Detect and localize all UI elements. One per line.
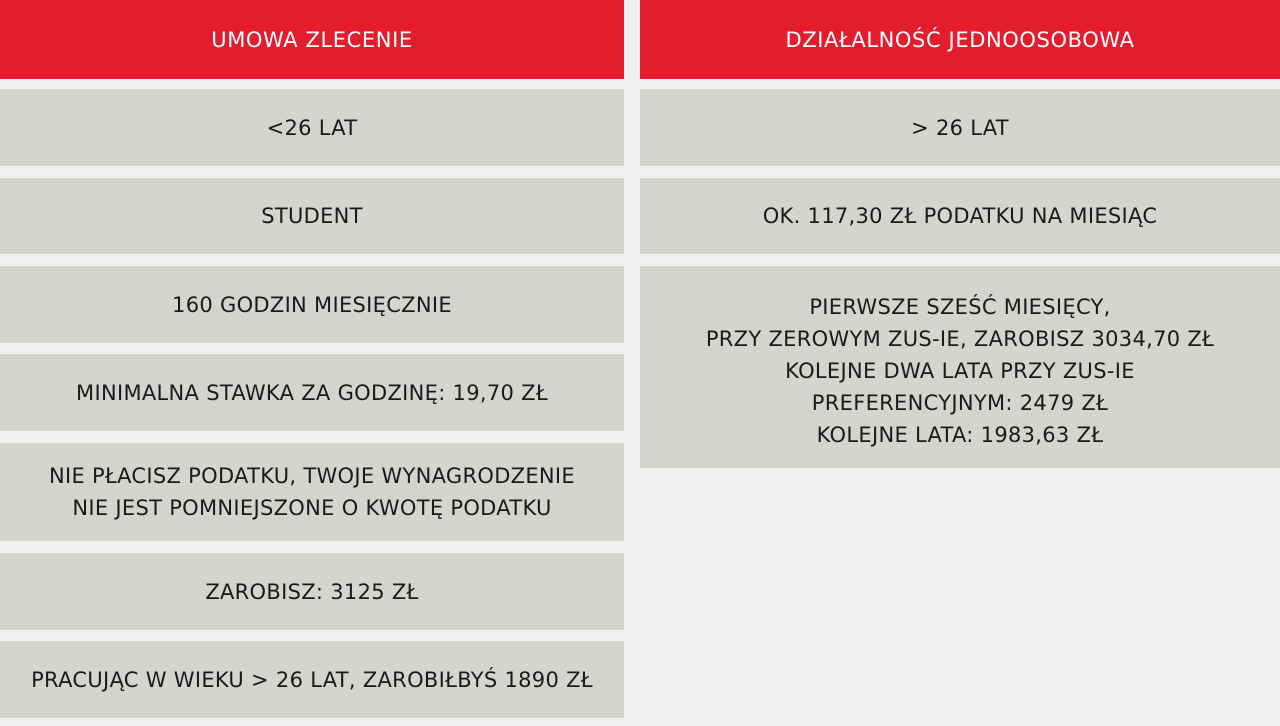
dzialalnosc-header bbox=[640, 0, 1280, 79]
dzialalnosc-row-age bbox=[640, 89, 1280, 166]
umowa-row-earnings-text: ZAROBISZ: 3125 ZŁ bbox=[205, 579, 419, 604]
umowa-row-over-26-text: PRACUJĄC W WIEKU > 26 LAT, ZAROBIŁBYŚ 1890 ZŁ bbox=[31, 667, 593, 692]
dzialalnosc-row-earnings bbox=[640, 266, 1280, 468]
umowa-row-tax-text: NIE PŁACISZ PODATKU, TWOJE WYNAGRODZENIE NIE JEST POMNIEJSZONE O KWOTĘ PODATKU bbox=[49, 464, 575, 520]
umowa-row-status-text: STUDENT bbox=[261, 204, 363, 228]
umowa-zlecenie-header-label: UMOWA ZLECENIE bbox=[211, 27, 413, 52]
dzialalnosc-row-tax bbox=[640, 178, 1280, 254]
umowa-row-earnings bbox=[0, 553, 624, 630]
dzialalnosc-row-earnings-text: PIERWSZE SZEŚĆ MIESIĘCY, PRZY ZEROWYM ZUS-IE, ZAROBISZ 3034,70 ZŁ KOLEJNE DWA LATA PRZY ZUS-IE PREFERENCYJNYM: 2479 ZŁ KOLEJNE LATA: 1983,63 ZŁ bbox=[705, 295, 1215, 447]
umowa-row-rate-text: MINIMALNA STAWKA ZA GODZINĘ: 19,70 ZŁ bbox=[76, 380, 548, 405]
dzialalnosc-row-tax-text: OK. 117,30 ZŁ PODATKU NA MIESIĄC bbox=[762, 204, 1158, 228]
umowa-row-age-text: <26 LAT bbox=[266, 115, 358, 140]
umowa-row-tax bbox=[0, 443, 624, 541]
umowa-row-status bbox=[0, 178, 624, 254]
umowa-row-hours-text: 160 GODZIN MIESIĘCZNIE bbox=[172, 292, 452, 317]
umowa-row-over-26 bbox=[0, 641, 624, 718]
umowa-row-rate bbox=[0, 354, 624, 431]
umowa-row-age bbox=[0, 89, 624, 166]
dzialalnosc-header-label: DZIAŁALNOŚĆ JEDNOOSOBOWA bbox=[785, 27, 1135, 52]
umowa-zlecenie-header bbox=[0, 0, 624, 79]
umowa-row-hours bbox=[0, 266, 624, 343]
dzialalnosc-row-age-text: > 26 LAT bbox=[911, 115, 1009, 140]
